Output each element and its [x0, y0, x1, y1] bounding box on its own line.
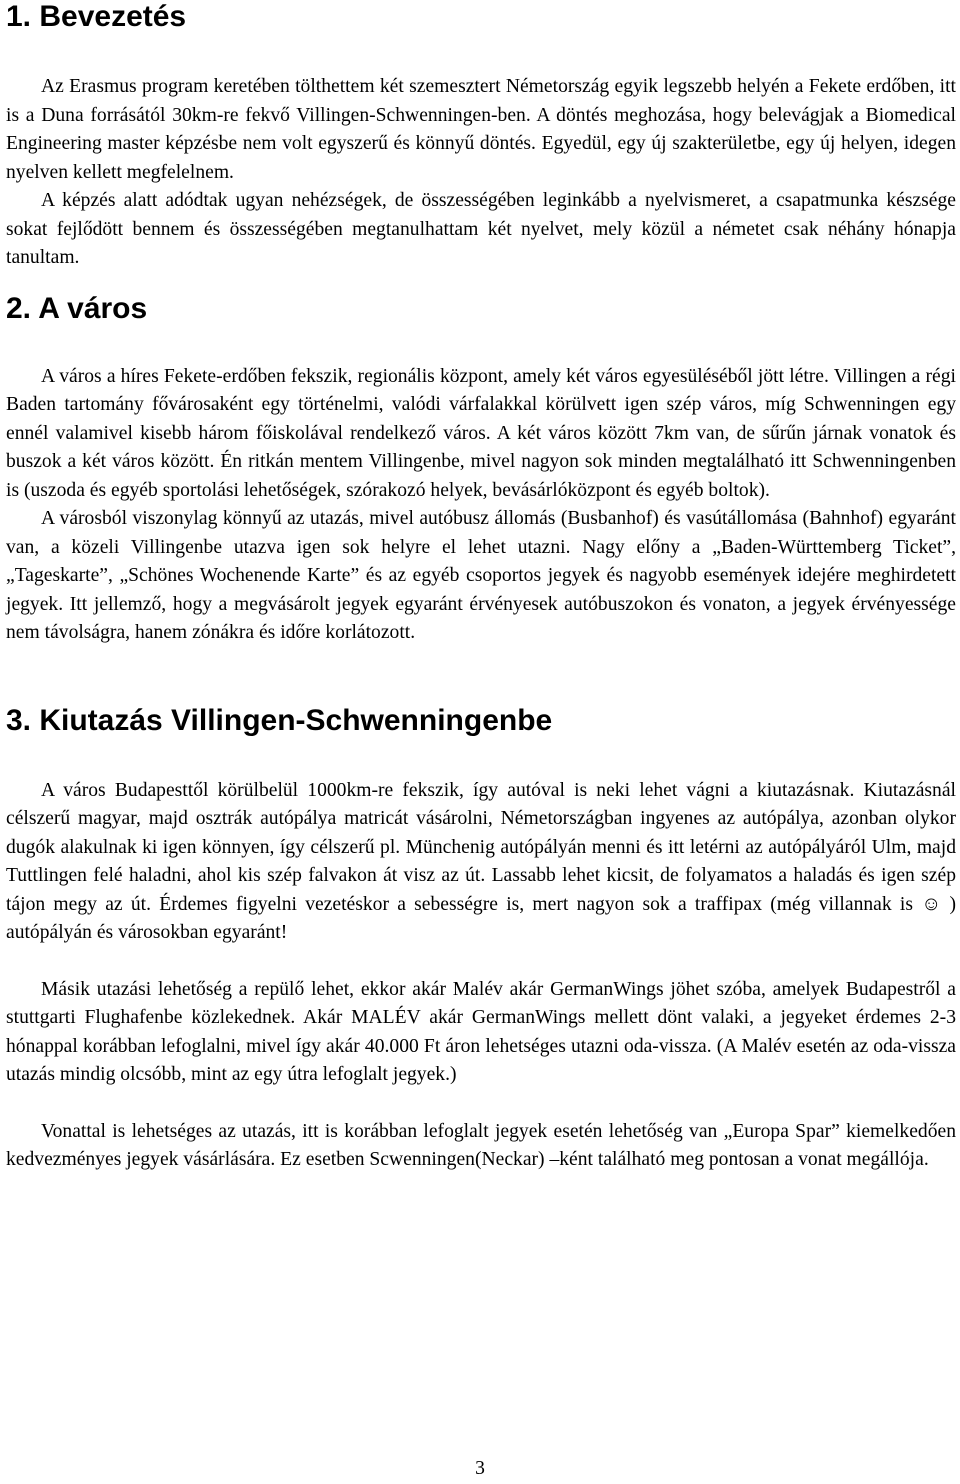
paragraph: A város a híres Fekete-erdőben fekszik, regionális központ, amely két város egyesüléséből jött létre. Villingen a régi Baden tartomány fővárosaként egy történelmi, valódi várfalakkal körülvett igen szép város, míg Schwenningen egy ennél valamivel kisebb három főiskolával rendelkező város. A két város között 7km van, de sűrűn járnak vonatok és buszok a két város között. Én ritkán mentem Villingenbe, mivel nagyon sok minden megtalálható itt Schwenningenben is (uszoda és egyéb sportolási lehetőségek, szórakozó helyek, bevásárlóközpont és egyéb boltok). — [6, 365, 956, 501]
section-heading-bevezetes: 1. Bevezetés — [6, 0, 187, 33]
paragraph: A képzés alatt adódtak ugyan nehézségek, de összességében leginkább a nyelvismeret, a csapatmunka készsége sokat fejlődött bennem és összességében megtanulhattam két nyelvet, mely közül a németet csak néhány hónapja tanultam. — [6, 190, 956, 268]
paragraph: A városból viszonylag könnyű az utazás, mivel autóbusz állomás (Busbanhof) és vasútállomása (Bahnhof) egyaránt van, a közeli Villingenbe utazva igen sok helyre el lehet utazni. Nagy előny a „Baden-Württemberg Ticket”, „Tageskarte”, „Schönes Wochenende Karte” és az egyéb csoportos jegyek és nagyobb események idejére meghirdetett jegyek. Itt jellemző, hogy a megvásárolt jegyek egyaránt érvényesek autóbuszokon és vonaton, a jegyek érvényessége nem távolságra, hanem zónákra és időre korlátozott. — [6, 508, 956, 643]
paragraph: Vonattal is lehetséges az utazás, itt is korábban lefoglalt jegyek esetén lehetőség van „Europa Spar” kiemelkedően kedvezményes jegyek vásárlására. Ez esetben Scwenningen(Neckar) –ként található meg pontosan a vonat megállója. — [6, 1120, 956, 1170]
page-number: 3 — [475, 1458, 485, 1479]
section-heading-kiutazas: 3. Kiutazás Villingen-Schwenningenbe — [6, 703, 553, 737]
document-page — [6, 0, 956, 1175]
section-heading-a-varos: 2. A város — [6, 291, 148, 325]
paragraph: Másik utazási lehetőség a repülő lehet, ekkor akár Malév akár GermanWings jöhet szóba, amelyek Budapestről a stuttgarti Flughafenbe közlekednek. Akár MALÉV akár GermanWings mellett dönt valaki, a jegyeket érdemes 2-3 hónappal korábban lefoglalni, mivel így akár 40.000 Ft áron lehetséges utazni oda-vissza. (A Malév esetén az oda-vissza utazás mindig olcsóbb, mint az egy útra lefoglalt jegyek.) — [6, 978, 956, 1085]
paragraph: Az Erasmus program keretében tölthettem két szemesztert Németország egyik legszebb helyén a Fekete erdőben, itt is a Duna forrásától 30km-re fekvő Villingen-Schwenningen-ben. A döntés meghozása, hogy belevágjak a Biomedical Engineering master képzésbe nem volt egyszerű és könnyű döntés. Egyedül, egy új szakterületbe, egy új helyen, idegen nyelven kellett megfelelnem. — [6, 76, 956, 183]
paragraph: A város Budapesttől körülbelül 1000km-re fekszik, így autóval is neki lehet vágni a kiutazásnak. Kiutazásnál célszerű magyar, majd osztrák autópálya matricát vásárolni, Németországban ingyenes az autópálya, azonban olykor dugók alakulnak ki igen könnyen, így célszerű pl. Münchenig autópályán menni és itt letérni az autópályáról Ulm, majd Tuttlingen felé haladni, ahol kis szép falvakon át visz az út. Lassabb lehet kicsit, de folyamatos a haladás és igen szép tájon megy az út. Érdemes figyelni vezetéskor a sebességre is, mert nagyon sok a traffipax (még villannak is ☺ ) autópályán és városokban egyaránt! — [6, 779, 956, 943]
